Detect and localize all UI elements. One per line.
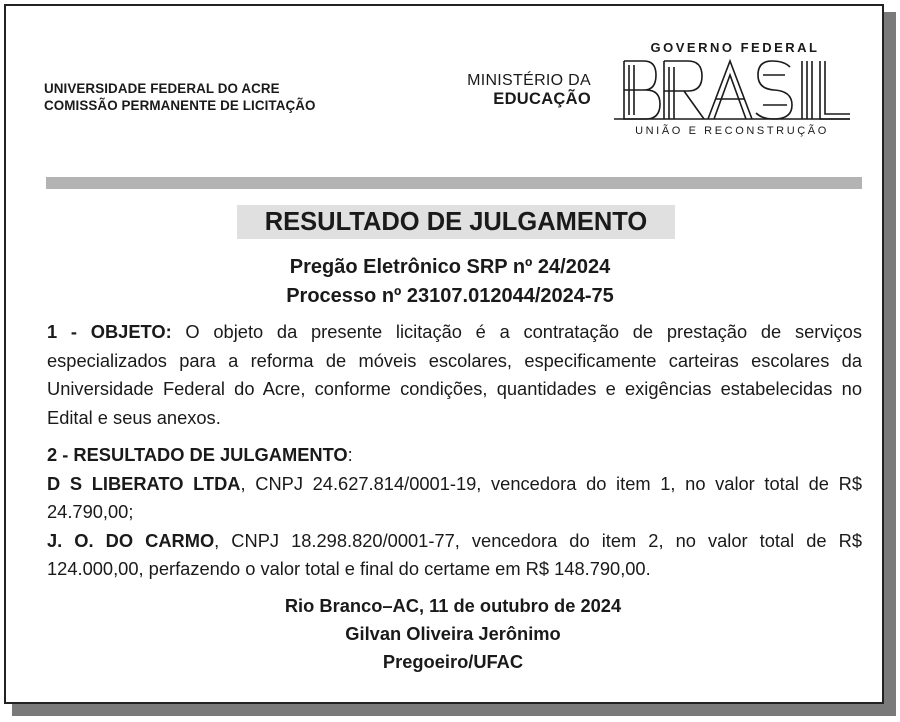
brasil-logo-graphic (612, 59, 852, 121)
frame-shadow-bottom (12, 704, 896, 716)
institution-block (44, 80, 316, 114)
signatory-role: Pregoeiro/UFAC (382, 651, 524, 672)
page-title: RESULTADO DE JULGAMENTO (237, 205, 675, 239)
subtitle-process: Processo nº 23107.012044/2024-75 (286, 285, 614, 307)
section-object-label: 1 - OBJETO: (47, 321, 172, 342)
ministry-logo (455, 72, 591, 109)
section-result-colon: : (347, 444, 353, 465)
section-result-label: 2 - RESULTADO DE JULGAMENTO (47, 444, 348, 465)
winner-name: J. O. DO CARMO (47, 529, 215, 551)
winner-details: , CNPJ 24.627.814/0001-19, vencedora do item 1, no valor total de R$ 24.790,00; (47, 472, 862, 522)
header-divider (46, 177, 862, 189)
section-object-text: O objeto da presente licitação é a contratação de prestação de serviços especializados para a reforma de móveis escolares, especificamente carteiras escolares da Universidade Federal do Acre, conforme condições, quantidades e exigências estabelecidas no Edital e seus anexos. (47, 321, 862, 428)
institution-name: UNIVERSIDADE FEDERAL DO ACRE (44, 81, 280, 96)
winner-entry (47, 527, 862, 584)
commission-name: COMISSÃO PERMANENTE DE LICITAÇÃO (44, 98, 316, 113)
ministry-line2: EDUCAÇÃO (493, 90, 591, 108)
signature-block (0, 592, 900, 676)
gov-top-text: GOVERNO FEDERAL (650, 40, 820, 55)
section-object (47, 318, 862, 432)
ministry-line1: MINISTÉRIO DA (467, 72, 591, 89)
brasil-logo-text: BRASIL (612, 59, 616, 60)
subtitle-auction: Pregão Eletrônico SRP nº 24/2024 (289, 256, 611, 278)
winner-name: D S LIBERATO LTDA (47, 472, 241, 494)
government-logo (612, 40, 852, 137)
winner-entry (47, 470, 862, 527)
place-date: Rio Branco–AC, 11 de outubro de 2024 (284, 595, 622, 616)
winner-details: , CNPJ 18.298.820/0001-77, vencedora do item 2, no valor total de R$ 124.000,00, perfazendo o valor total e final do certame em R$ 148.790,00. (47, 529, 862, 579)
gov-tagline: UNIÃO E RECONSTRUÇÃO (635, 125, 829, 137)
signatory-name: Gilvan Oliveira Jerônimo (345, 623, 561, 644)
section-result (47, 441, 862, 584)
